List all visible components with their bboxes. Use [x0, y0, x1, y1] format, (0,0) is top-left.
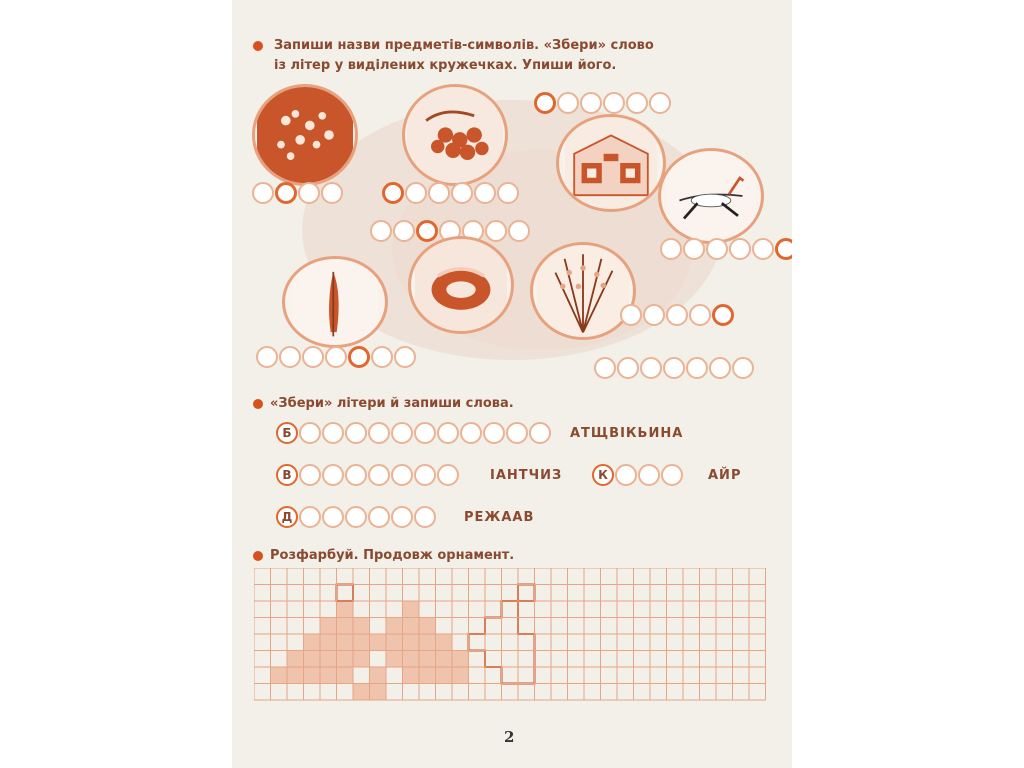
filled-cell[interactable]	[370, 684, 387, 701]
embroidered-towel-icon	[556, 114, 666, 212]
workbook-page	[232, 0, 792, 768]
task-bullet	[253, 399, 263, 409]
letter-circle[interactable]	[660, 238, 682, 260]
letter-circle[interactable]	[299, 464, 321, 486]
letter-circle[interactable]	[368, 464, 390, 486]
letter-circle[interactable]	[368, 422, 390, 444]
letter-circle-highlighted[interactable]	[775, 238, 792, 260]
letter-circle[interactable]	[643, 304, 665, 326]
letter-circle-highlighted[interactable]	[348, 346, 370, 368]
filled-cell[interactable]	[386, 651, 403, 668]
letter-circle[interactable]	[299, 422, 321, 444]
letter-circle[interactable]	[649, 92, 671, 114]
filled-cell[interactable]	[419, 651, 436, 668]
letter-circle[interactable]	[732, 357, 754, 379]
letter-circle[interactable]	[325, 346, 347, 368]
filled-cell[interactable]	[452, 667, 469, 684]
letter-circle[interactable]	[428, 182, 450, 204]
scrambled-word: АЙР	[708, 468, 742, 483]
answer-circles-1	[252, 182, 344, 204]
ornament-outline	[518, 585, 535, 602]
filled-cell[interactable]	[337, 618, 354, 635]
scrambled-word: АТЩВІКЬИНА	[570, 426, 684, 441]
filled-cell[interactable]	[287, 667, 304, 684]
letter-circle-highlighted[interactable]	[382, 182, 404, 204]
letter-circle[interactable]	[666, 304, 688, 326]
viburnum-flowers-icon	[252, 84, 358, 186]
letter-circle[interactable]	[345, 464, 367, 486]
letter-circle[interactable]	[299, 506, 321, 528]
filled-cell[interactable]	[386, 634, 403, 651]
letter-circle[interactable]	[393, 220, 415, 242]
word-row-b	[276, 422, 552, 444]
task1-line2: із літер у виділених кружечках. Упиши його.	[274, 58, 617, 73]
filled-cell[interactable]	[337, 651, 354, 668]
letter-circle-highlighted[interactable]	[275, 182, 297, 204]
letter-circle[interactable]	[483, 422, 505, 444]
filled-cell[interactable]	[304, 667, 321, 684]
letter-circle[interactable]	[345, 422, 367, 444]
letter-circle-highlighted[interactable]	[534, 92, 556, 114]
letter-circle[interactable]	[638, 464, 660, 486]
filled-cell[interactable]	[436, 651, 453, 668]
letter-circle[interactable]	[252, 182, 274, 204]
answer-circles-8	[594, 357, 755, 379]
task1-line1: Запиши назви предметів-символів. «Збери» слово	[274, 38, 654, 53]
filled-cell[interactable]	[419, 634, 436, 651]
filled-cell[interactable]	[403, 634, 420, 651]
letter-circle[interactable]	[594, 357, 616, 379]
letter-circle[interactable]	[437, 422, 459, 444]
letter-circle-highlighted[interactable]	[416, 220, 438, 242]
letter-circle[interactable]	[615, 464, 637, 486]
stork-icon	[658, 148, 764, 244]
letter-circle[interactable]	[322, 506, 344, 528]
letter-circle[interactable]	[437, 464, 459, 486]
letter-circle-highlighted[interactable]	[712, 304, 734, 326]
filled-cell[interactable]	[353, 618, 370, 635]
start-letter: Б	[276, 422, 298, 444]
letter-circle[interactable]	[414, 422, 436, 444]
letter-circle[interactable]	[752, 238, 774, 260]
letter-circle[interactable]	[506, 422, 528, 444]
filled-cell[interactable]	[320, 618, 337, 635]
filled-cell[interactable]	[436, 634, 453, 651]
filled-cell[interactable]	[386, 618, 403, 635]
letter-circle[interactable]	[620, 304, 642, 326]
word-row-v	[276, 464, 460, 486]
filled-cell[interactable]	[436, 667, 453, 684]
letter-circle[interactable]	[391, 464, 413, 486]
task2-instructions: «Збери» літери й запиши слова.	[270, 396, 514, 411]
letter-circle[interactable]	[661, 464, 683, 486]
start-letter: Д	[276, 506, 298, 528]
letter-circle[interactable]	[322, 422, 344, 444]
letter-circle[interactable]	[298, 182, 320, 204]
letter-circle[interactable]	[321, 182, 343, 204]
ornament-grid[interactable]	[254, 568, 766, 710]
letter-circle[interactable]	[497, 182, 519, 204]
bread-wreath-icon	[408, 236, 514, 334]
letter-circle[interactable]	[414, 506, 436, 528]
filled-cell[interactable]	[419, 618, 436, 635]
letter-circle[interactable]	[686, 357, 708, 379]
letter-circle[interactable]	[663, 357, 685, 379]
letter-circle[interactable]	[451, 182, 473, 204]
letter-circle[interactable]	[729, 238, 751, 260]
answer-circles-3	[534, 92, 672, 114]
filled-cell[interactable]	[403, 667, 420, 684]
answer-circles-6	[256, 346, 417, 368]
answer-circles-4	[660, 238, 792, 260]
letter-circle[interactable]	[345, 506, 367, 528]
letter-circle[interactable]	[626, 92, 648, 114]
filled-cell[interactable]	[337, 634, 354, 651]
letter-circle[interactable]	[405, 182, 427, 204]
filled-cell[interactable]	[320, 651, 337, 668]
filled-cell[interactable]	[419, 667, 436, 684]
filled-cell[interactable]	[287, 651, 304, 668]
letter-circle[interactable]	[322, 464, 344, 486]
answer-circles-2	[382, 182, 520, 204]
filled-cell[interactable]	[337, 601, 354, 618]
filled-cell[interactable]	[304, 651, 321, 668]
letter-circle[interactable]	[617, 357, 639, 379]
filled-cell[interactable]	[403, 618, 420, 635]
letter-circle[interactable]	[529, 422, 551, 444]
scrambled-word: РЕЖААВ	[464, 510, 535, 525]
word-row-k	[592, 464, 684, 486]
start-letter: К	[592, 464, 614, 486]
word-row-d	[276, 506, 437, 528]
letter-circle[interactable]	[640, 357, 662, 379]
letter-circle[interactable]	[368, 506, 390, 528]
filled-cell[interactable]	[353, 684, 370, 701]
letter-circle[interactable]	[391, 422, 413, 444]
filled-cell[interactable]	[353, 651, 370, 668]
start-letter: В	[276, 464, 298, 486]
filled-cell[interactable]	[320, 667, 337, 684]
scrambled-word: ІАНТЧИЗ	[490, 468, 563, 483]
filled-cell[interactable]	[370, 667, 387, 684]
letter-circle[interactable]	[302, 346, 324, 368]
answer-circles-7	[620, 304, 735, 326]
letter-circle[interactable]	[394, 346, 416, 368]
letter-circle[interactable]	[256, 346, 278, 368]
task-bullet	[253, 41, 263, 51]
task-bullet	[253, 551, 263, 561]
page-number: 2	[504, 728, 515, 746]
letter-circle[interactable]	[370, 220, 392, 242]
filled-cell[interactable]	[337, 667, 354, 684]
letter-circle[interactable]	[391, 506, 413, 528]
filled-cell[interactable]	[353, 634, 370, 651]
letter-circle[interactable]	[689, 304, 711, 326]
letter-circle[interactable]	[557, 92, 579, 114]
letter-circle[interactable]	[460, 422, 482, 444]
letter-circle[interactable]	[580, 92, 602, 114]
letter-circle[interactable]	[709, 357, 731, 379]
letter-circle[interactable]	[474, 182, 496, 204]
task3-instructions: Розфарбуй. Продовж орнамент.	[270, 548, 515, 563]
filled-cell[interactable]	[403, 601, 420, 618]
letter-circle[interactable]	[603, 92, 625, 114]
letter-circle[interactable]	[414, 464, 436, 486]
filled-cell[interactable]	[271, 667, 288, 684]
letter-circle[interactable]	[683, 238, 705, 260]
letter-circle[interactable]	[279, 346, 301, 368]
task1-instructions	[274, 36, 654, 76]
ornament-outline	[337, 585, 354, 602]
letter-circle[interactable]	[371, 346, 393, 368]
viburnum-berries-icon	[402, 84, 508, 186]
filled-cell[interactable]	[403, 651, 420, 668]
filled-cell[interactable]	[452, 651, 469, 668]
letter-circle[interactable]	[706, 238, 728, 260]
filled-cell[interactable]	[370, 634, 387, 651]
letter-circle[interactable]	[485, 220, 507, 242]
filled-cell[interactable]	[304, 634, 321, 651]
letter-circle[interactable]	[508, 220, 530, 242]
feather-icon	[282, 256, 388, 348]
filled-cell[interactable]	[320, 634, 337, 651]
